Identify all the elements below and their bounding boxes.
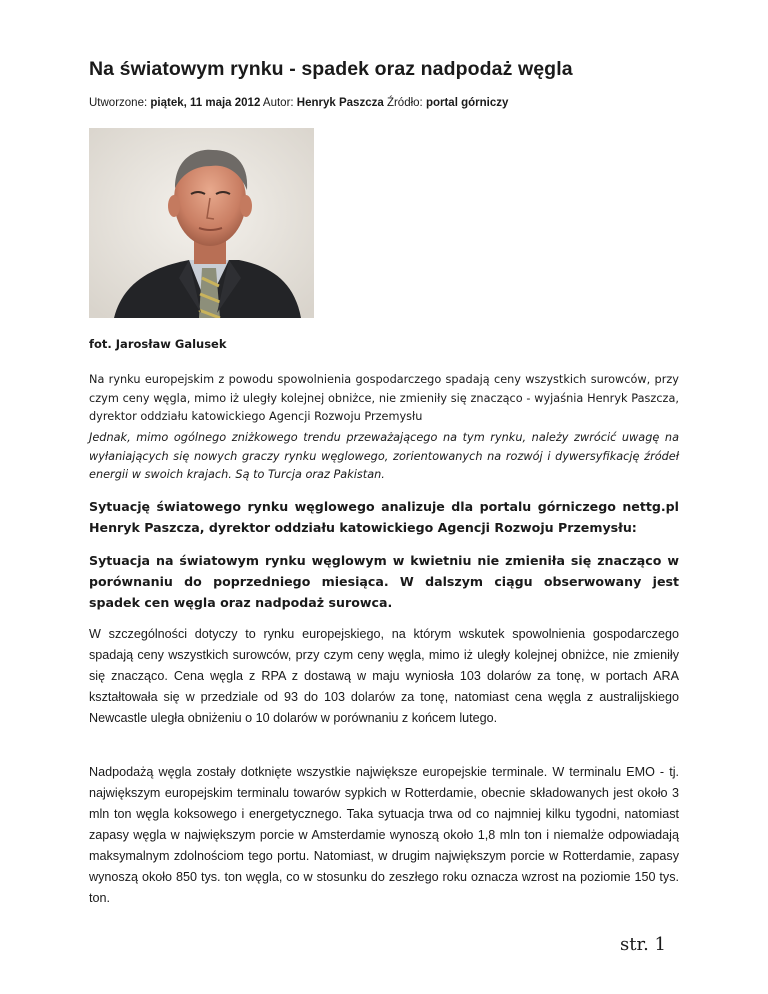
author-name: Henryk Paszcza [296, 97, 384, 109]
paragraph-italic: Jednak, mimo ogólnego zniżkowego trendu przeważającego na tym rynku, należy zwrócić uwagę na wyłaniających się nowych graczy rynku węglowego, zorientowanych na rozwój i dywersyfikację źródeł energii w swoich krajach. Są to Turcja oraz Pakistan. [89, 431, 679, 481]
created-label: Utworzone: [89, 97, 148, 109]
paragraph-intro-bold: Sytuację światowego rynku węglowego analizuje dla portalu górniczego nettg.pl Henryk Paszcza, dyrektor oddziału katowickiego Agencji Rozwoju Przemysłu: [89, 499, 679, 535]
paragraph-lead: Na rynku europejskim z powodu spowolnienia gospodarczego spadają ceny wszystkich surowców, przy czym ceny węgla, mimo iż uległy kolejnej obniżce, nie zmieniły się znacząco - wyjaśnia Henryk Paszcza, dyrektor oddziału katowickiego Agencji Rozwoju Przemysłu [89, 373, 679, 423]
created-date: piątek, 11 maja 2012 [150, 97, 261, 109]
paragraph-terminals: Nadpodażą węgla zostały dotknięte wszystkie największe europejskie terminale. W terminalu EMO - tj. największym europejskim terminalu towarów sypkich w Rotterdamie, obecnie składowanych jest około 3 mln ton węgla koksowego i energetycznego. Taka sytuacja trwa od co najmniej kilku tygodni, natomiast zapasy węgla w największym porcie w Amsterdamie wynoszą około 1,8 mln ton i niemalże odpowiadają maksymalnym zdolnościom tego portu. Natomiast, w drugim największym porcie w Rotterdamie, zapasy wynoszą około 850 tys. ton węgla, co w stosunku do zeszłego roku oznacza wzrost na poziomie 150 tys. ton. [89, 765, 679, 905]
author-label: Autor: [262, 97, 294, 109]
article-meta [89, 97, 508, 109]
page-number: str. 1 [620, 934, 666, 955]
source-label: Źródło: [386, 97, 423, 109]
photo-caption: fot. Jarosław Galusek [89, 337, 227, 351]
article-title: Na światowym rynku - spadek oraz nadpodaż węgla [89, 58, 573, 80]
portrait-photo [89, 128, 314, 318]
source-name: portal górniczy [425, 97, 509, 109]
paragraph-summary-bold: Sytuacja na światowym rynku węglowym w kwietniu nie zmieniła się znacząco w porównaniu do poprzedniego miesiąca. W dalszym ciągu obserwowany jest spadek cen węgla oraz nadpodaż surowca. [89, 553, 679, 610]
paragraph-prices: W szczególności dotyczy to rynku europejskiego, na którym wskutek spowolnienia gospodarczego spadają ceny wszystkich surowców, przy czym ceny węgla, mimo iż uległy kolejnej obniżce, nie zmieniły się znacząco. Cena węgla z RPA z dostawą w maju wyniosła 103 dolarów za tonę, w portach ARA kształtowała się w przedziale od 93 do 103 dolarów za tonę, natomiast cena węgla z australijskiego Newcastle uległa obniżeniu o 10 dolarów w porównaniu z końcem lutego. [89, 627, 679, 725]
